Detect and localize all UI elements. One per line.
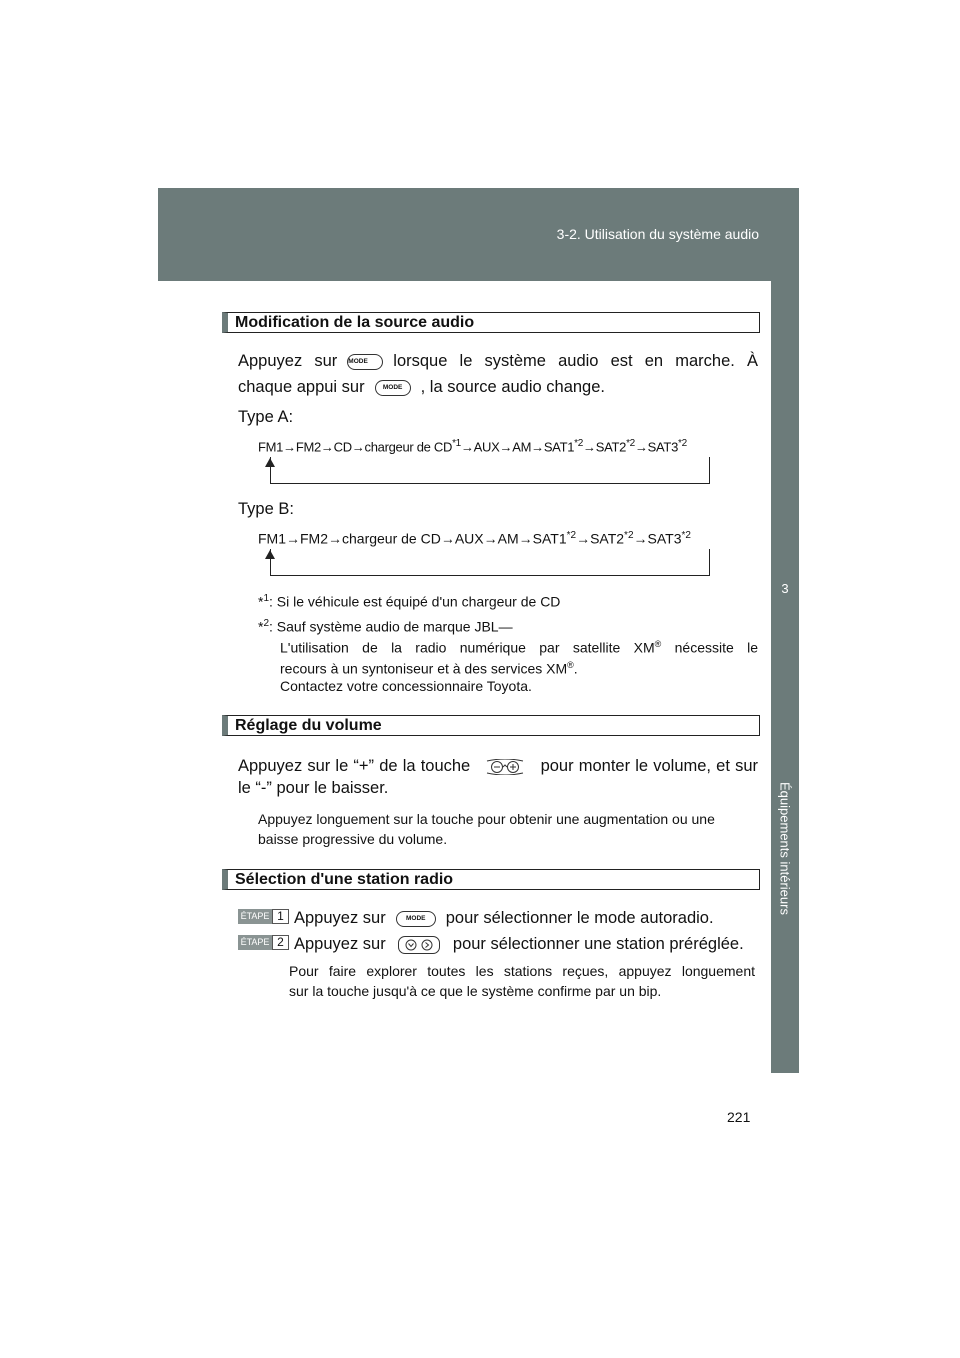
volume-knob-icon [483,759,527,775]
step-badge: ÉTAPE 1 [238,909,289,924]
type-a-flow: FM1→FM2→CD→chargeur de $CD^{*1}\to AUX\to AM\to SAT1^{*2}\to SAT2^{*2}\to SAT3^{*2}$ [258,438,687,455]
chapter-label: Équipements intérieurs [777,782,793,915]
loop-line [270,549,710,576]
footnote-2-line: Contactez votre concessionnaire Toyota. [280,678,532,694]
paragraph-line: Appuyez sur MODE lorsque le système audio est en marche. À [238,352,759,370]
chapter-number: 3 [781,581,789,596]
tip-line: Pour faire explorer toutes les stations reçues, appuyez longuement [289,963,755,979]
tip-line: sur la touche jusqu'à ce que le système confirme par un bip. [289,983,662,999]
footnote-2-line: L'utilisation de la radio numérique par satellite XM® nécessite le [280,639,758,656]
loop-line [270,457,710,484]
mode-key-icon: MODE [375,380,411,396]
paragraph-line: Appuyez sur le “+” de la touche pour monter le volume, et sur [238,757,758,775]
seek-arrows-icon [398,936,440,954]
footnote-2: *$^2$: Sauf système audio de marque JBL— [258,618,513,635]
step-2: ÉTAPE 2 Appuyez sur pour sélectionner une station préréglée. [238,933,744,955]
section-title-radio-station: Sélection d'une station radio [222,869,760,890]
section-title-audio-source: Modification de la source audio [222,312,760,333]
type-b-label: Type B: [238,500,294,518]
paragraph-line: chaque appui sur MODE , la source audio change. [238,378,605,396]
footnote-1: *$^1$: Si le véhicule est équipé d'un chargeur de CD [258,593,561,610]
tip-line: baisse progressive du volume. [258,831,448,847]
section-title-volume: Réglage du volume [222,715,760,736]
breadcrumb: 3-2. Utilisation du système audio [556,226,759,242]
mode-key-icon: MODE [347,354,383,370]
footnote-2-line: recours à un syntoniseur et à des services XM®. [280,660,578,677]
mode-key-icon: MODE [396,911,436,927]
page-header [158,188,799,281]
paragraph-line: le “-” pour le baisser. [238,779,389,797]
tip-line: Appuyez longuement sur la touche pour obtenir une augmentation ou une [258,811,715,827]
type-b-flow: FM1→FM2→chargeur de $CD\to AUX\to AM\to SAT1^{*2}\to SAT2^{*2}\to SAT3^{*2}$ [258,530,691,547]
type-a-label: Type A: [238,408,294,426]
page-number: 221 [727,1109,751,1125]
step-badge: ÉTAPE 2 [238,935,289,950]
step-1: ÉTAPE 1 Appuyez sur MODE pour sélectionner le mode autoradio. [238,907,714,929]
chapter-side-tab [771,281,799,1073]
